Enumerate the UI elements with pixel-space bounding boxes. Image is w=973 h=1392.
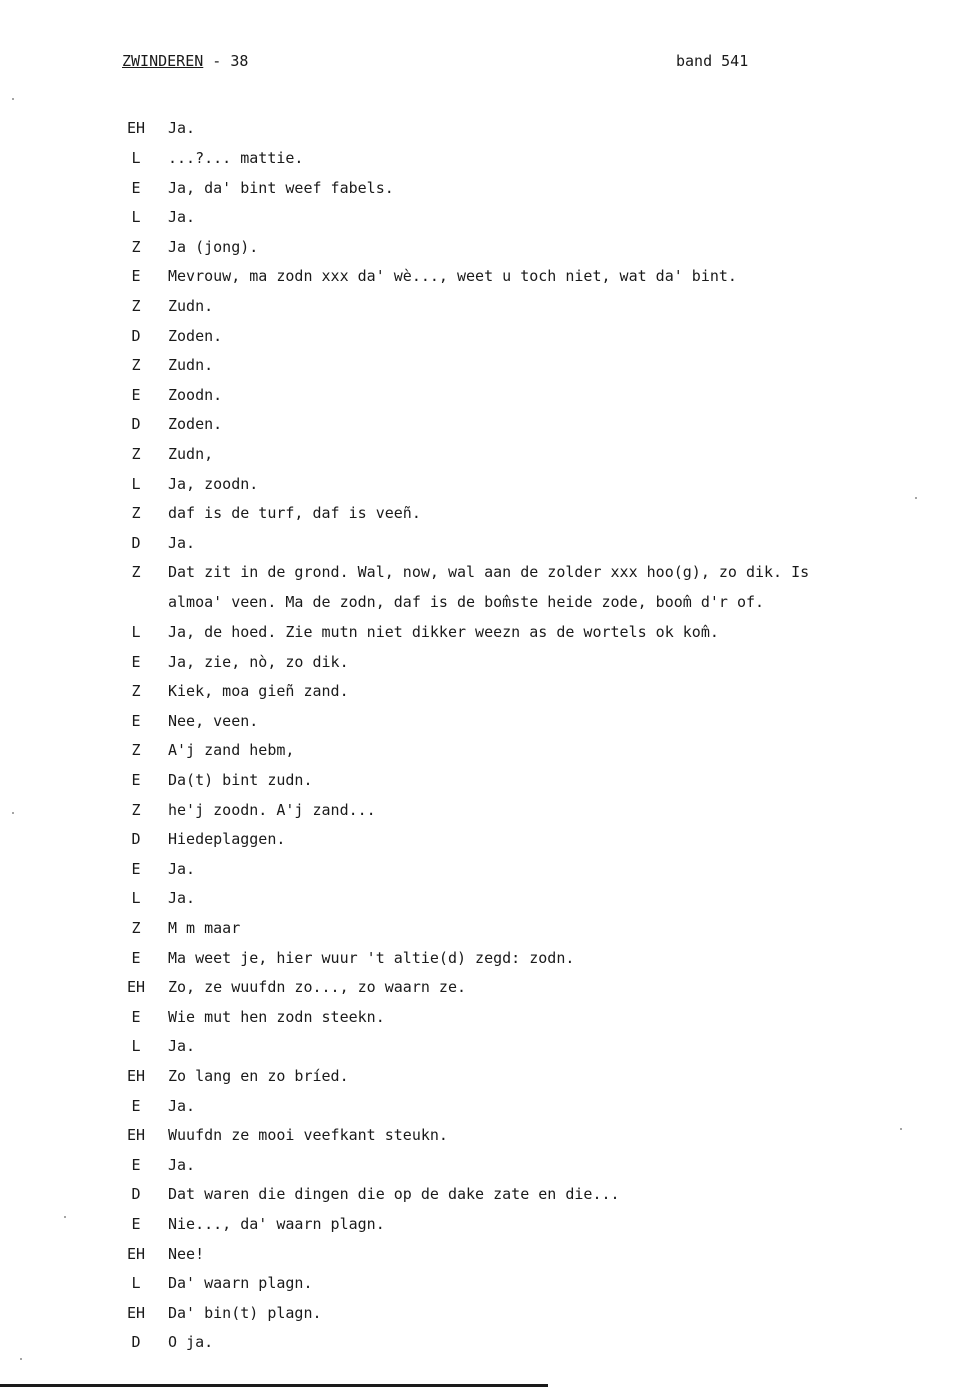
transcript-line	[0, 765, 973, 795]
transcript-line	[0, 1031, 973, 1061]
transcript-line	[0, 409, 973, 439]
utterance-text: Ja, zoodn.	[168, 474, 259, 493]
transcript-line	[0, 469, 973, 499]
utterance-text: Dat waren die dingen die op de dake zate en die...	[168, 1185, 620, 1204]
speaker-label: E	[131, 948, 141, 967]
utterance-text: Wie mut hen zodn steekn.	[168, 1007, 385, 1026]
speaker-label: E	[131, 1007, 141, 1026]
speaker-label: Z	[131, 356, 141, 375]
transcript-line	[0, 1150, 973, 1180]
transcript-line	[0, 676, 973, 706]
utterance-text: Ja, zie, nò, zo dik.	[168, 652, 349, 671]
utterance-text: Zo lang en zo bríed.	[168, 1067, 349, 1085]
scan-speck	[20, 1358, 22, 1360]
page-title	[122, 52, 248, 70]
utterance-text: Ja.	[168, 119, 196, 137]
utterance-text: Ja.	[168, 208, 196, 227]
scan-speck	[12, 812, 14, 814]
utterance-text: O ja.	[168, 1333, 214, 1352]
bottom-rule	[0, 1384, 548, 1387]
speaker-label: E	[131, 859, 141, 878]
utterance-text: Ma weet je, hier wuur 't altie(d) zegd: zodn.	[168, 948, 575, 967]
speaker-label: EH	[126, 1126, 146, 1145]
transcript-line	[0, 528, 973, 558]
utterance-text: Da' bin(t) plagn.	[168, 1303, 322, 1322]
transcript-line	[0, 972, 973, 1002]
utterance-text: Ja (jong).	[168, 237, 259, 256]
transcript-line	[0, 913, 973, 943]
speaker-label: E	[131, 711, 141, 730]
speaker-label: E	[131, 178, 141, 197]
transcript-line	[0, 350, 973, 380]
transcript-line	[0, 261, 973, 291]
speaker-label: Z	[131, 445, 141, 463]
speaker-label: D	[131, 1333, 141, 1352]
utterance-text: Kiek, moa gieñ zand.	[168, 682, 349, 701]
utterance-text: Nie..., da' waarn plagn.	[168, 1215, 385, 1233]
transcript-line	[0, 439, 973, 469]
utterance-text: Ja.	[168, 859, 196, 878]
speaker-label: Z	[131, 800, 141, 819]
page-header	[122, 52, 782, 76]
scan-speck	[12, 98, 14, 100]
speaker-label: EH	[126, 1244, 146, 1263]
speaker-label: L	[131, 208, 141, 227]
utterance-text: Ja.	[168, 1037, 196, 1056]
transcript-line	[0, 1091, 973, 1121]
transcript-line	[0, 1120, 973, 1150]
speaker-label: L	[131, 1274, 141, 1293]
utterance-text: Nee!	[168, 1244, 205, 1263]
speaker-label: L	[131, 474, 141, 493]
tape-band-label: band 541	[676, 52, 749, 70]
transcript-line	[0, 557, 973, 612]
transcript-line	[0, 647, 973, 677]
utterance-text: Ja.	[168, 533, 196, 552]
transcript-line	[0, 795, 973, 825]
utterance-text: Zoden.	[168, 415, 223, 434]
transcript-line	[0, 1209, 973, 1239]
utterance-text: Zoodn.	[168, 385, 223, 404]
utterance-text: Ja.	[168, 1096, 196, 1115]
speaker-label: E	[131, 652, 141, 671]
transcript-line	[0, 854, 973, 884]
location-title: ZWINDEREN	[122, 52, 204, 70]
speaker-label: E	[131, 771, 141, 789]
speaker-label: Z	[131, 237, 141, 256]
speaker-label: E	[131, 1215, 141, 1233]
transcript-line	[0, 380, 973, 410]
transcript-line	[0, 173, 973, 203]
utterance-text: Ja.	[168, 1155, 196, 1174]
utterance-text: daf is de turf, daf is veeñ.	[168, 504, 421, 523]
transcript-line	[0, 498, 973, 528]
speaker-label: L	[131, 1037, 141, 1056]
utterance-text: Ja, de hoed. Zie mutn niet dikker weezn as de wortels ok kom̂.	[168, 623, 719, 641]
speaker-label: D	[131, 830, 141, 849]
speaker-label: E	[131, 1096, 141, 1115]
speaker-label: EH	[126, 1067, 146, 1085]
transcript-line	[0, 1239, 973, 1269]
page-number: - 38	[203, 52, 249, 70]
utterance-text: Da' waarn plagn.	[168, 1274, 313, 1293]
speaker-label: Z	[131, 504, 141, 523]
transcript-line	[0, 1061, 973, 1091]
speaker-label: Z	[131, 919, 141, 937]
speaker-label: L	[131, 149, 141, 167]
transcript-line	[0, 706, 973, 736]
utterance-text: A'j zand hebm,	[168, 741, 295, 760]
transcript-line	[0, 1002, 973, 1032]
transcript-line	[0, 202, 973, 232]
utterance-text: Mevrouw, ma zodn xxx da' wè..., weet u toch niet, wat da' bint.	[168, 267, 737, 286]
utterance-text: Da(t) bint zudn.	[168, 771, 313, 789]
utterance-text: Zudn.	[168, 297, 214, 315]
speaker-label: L	[131, 889, 141, 908]
speaker-label: EH	[126, 1303, 146, 1322]
transcript-line	[0, 1268, 973, 1298]
speaker-label: D	[131, 415, 141, 434]
utterance-text: Zo, ze wuufdn zo..., zo waarn ze.	[168, 978, 467, 997]
transcript-line	[0, 824, 973, 854]
transcript-line	[0, 113, 973, 143]
transcript-line	[0, 1298, 973, 1328]
utterance-text: M m maar	[168, 919, 241, 937]
transcript-line	[0, 321, 973, 351]
transcript-line	[0, 143, 973, 173]
utterance-text: Nee, veen.	[168, 711, 259, 730]
speaker-label: D	[131, 533, 141, 552]
speaker-label: Z	[131, 297, 141, 315]
transcript-line	[0, 943, 973, 973]
utterance-text: Dat zit in de grond. Wal, now, wal aan de zolder xxx hoo(g), zo dik. Is almoa' veen. Ma de zodn, daf is de bom̂ste heide zode, boom̂ d'r of.	[168, 563, 810, 612]
scan-speck	[900, 1128, 902, 1130]
speaker-label: EH	[126, 119, 146, 137]
speaker-label: L	[131, 623, 141, 641]
speaker-label: Z	[131, 682, 141, 701]
utterance-text: he'j zoodn. A'j zand...	[168, 800, 376, 819]
scan-speck	[915, 497, 917, 499]
transcript-line	[0, 883, 973, 913]
utterance-text: ...?... mattie.	[168, 149, 304, 167]
transcript-line	[0, 291, 973, 321]
transcript-line	[0, 617, 973, 647]
utterance-text: Zudn,	[168, 445, 214, 463]
transcript-line	[0, 1327, 973, 1357]
speaker-label: E	[131, 1155, 141, 1174]
utterance-text: Zoden.	[168, 326, 223, 345]
speaker-label: EH	[126, 978, 146, 997]
utterance-text: Ja.	[168, 889, 196, 908]
speaker-label: E	[131, 385, 141, 404]
utterance-text: Zudn.	[168, 356, 214, 375]
scan-speck	[64, 1216, 66, 1218]
utterance-text: Ja, da' bint weef fabels.	[168, 178, 394, 197]
speaker-label: E	[131, 267, 141, 286]
utterance-text: Hiedeplaggen.	[168, 830, 286, 849]
speaker-label: Z	[131, 563, 141, 582]
speaker-label: Z	[131, 741, 141, 760]
transcript-line	[0, 1179, 973, 1209]
transcript-line	[0, 735, 973, 765]
speaker-label: D	[131, 1185, 141, 1204]
speaker-label: D	[131, 326, 141, 345]
transcript-line	[0, 232, 973, 262]
utterance-text: Wuufdn ze mooi veefkant steukn.	[168, 1126, 448, 1145]
